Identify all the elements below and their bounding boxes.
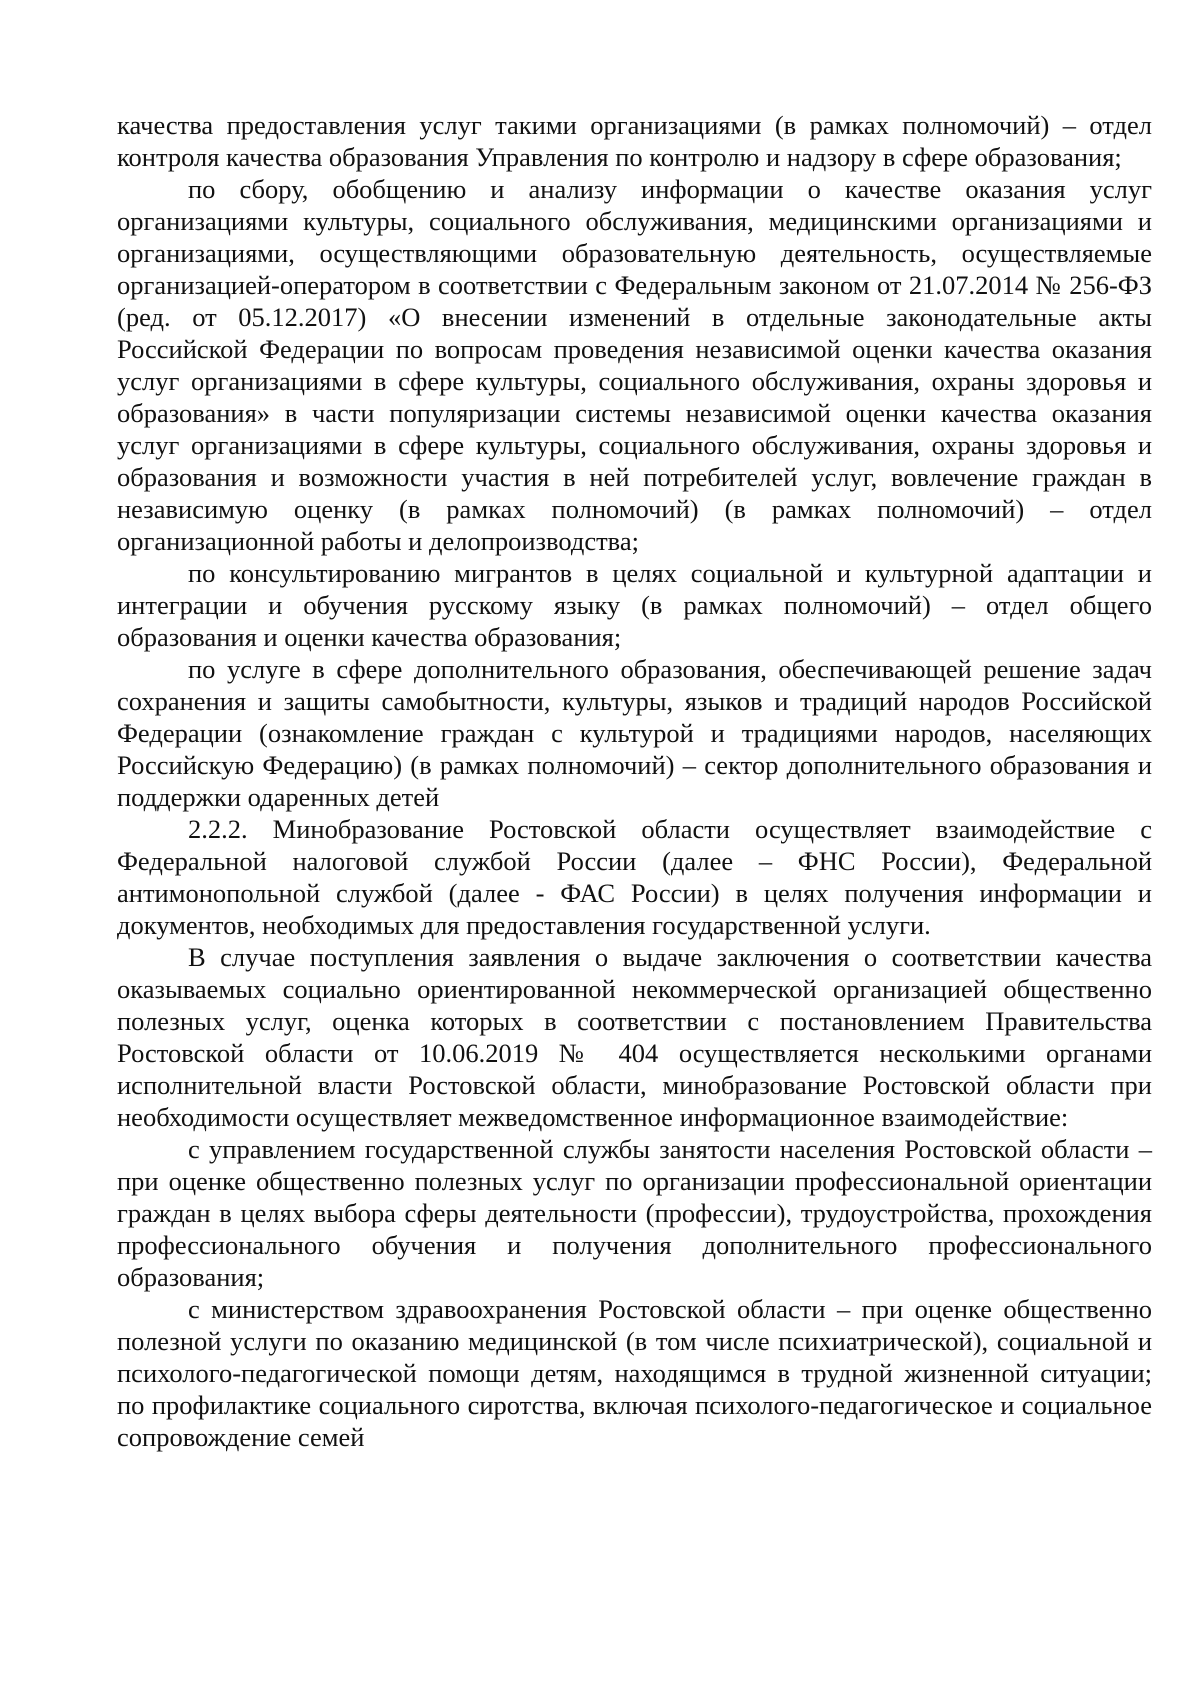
paragraph-information-analysis: по сбору, обобщению и анализу информации о качестве оказания услуг организациями культуры, социального обслуживания, медицинскими организациями и организациями, осуществляющими образовательную деятельность, осуществляемые организацией-оператором в соответствии с Федеральным законом от 21.07.2014 № 256-ФЗ (ред. от 05.12.2017) «О внесении изменений в отдельные законодательные акты Российской Федерации по вопросам проведения независимой оценки качества оказания услуг организациями в сфере культуры, социального обслуживания, охраны здоровья и образования» в части популяризации системы независимой оценки качества оказания услуг организациями в сфере культуры, социального обслуживания, охраны здоровья и образования и возможности участия в ней потребителей услуг, вовлечение граждан в независимую оценку (в рамках полномочий) (в рамках полномочий) – отдел организационной работы и делопроизводства; (117, 174, 1152, 556)
paragraph-migrant-consulting: по консультированию мигрантов в целях социальной и культурной адаптации и интеграции и обучения русскому языку (в рамках полномочий) – отдел общего образования и оценки качества образования; (117, 558, 1152, 652)
paragraph-interagency-interaction: В случае поступления заявления о выдаче заключения о соответствии качества оказываемых социально ориентированной некоммерческой организацией общественно полезных услуг, оценка которых в соответствии с постановлением Правительства Ростовской области от 10.06.2019 № 404 осуществляется несколькими органами исполнительной власти Ростовской области, минобразование Ростовской области при необходимости осуществляет межведомственное информационное взаимодействие: (117, 942, 1152, 1132)
paragraph-continuation: качества предоставления услуг такими организациями (в рамках полномочий) – отдел контроля качества образования Управления по контролю и надзору в сфере образования; (117, 110, 1152, 172)
document-page (117, 109, 1152, 1453)
paragraph-additional-education: по услуге в сфере дополнительного образования, обеспечивающей решение задач сохранения и защиты самобытности, культуры, языков и традиций народов Российской Федерации (ознакомление граждан с культурой и традициями народов, населяющих Российскую Федерацию) (в рамках полномочий) – сектор дополнительного образования и поддержки одаренных детей (117, 654, 1152, 812)
paragraph-health-ministry: с министерством здравоохранения Ростовской области – при оценке общественно полезной услуги по оказанию медицинской (в том числе психиатрической), социальной и психолого-педагогической помощи детям, находящимся в трудной жизненной ситуации; по профилактике социального сиротства, включая психолого-педагогическое и социальное сопровождение семей (117, 1294, 1152, 1452)
paragraph-section-2-2-2: 2.2.2. Минобразование Ростовской области осуществляет взаимодействие с Федеральной налоговой службой России (далее – ФНС России), Федеральной антимонопольной службой (далее - ФАС России) в целях получения информации и документов, необходимых для предоставления государственной услуги. (117, 814, 1152, 940)
paragraph-employment-service: с управлением государственной службы занятости населения Ростовской области – при оценке общественно полезных услуг по организации профессиональной ориентации граждан в целях выбора сферы деятельности (профессии), трудоустройства, прохождения профессионального обучения и получения дополнительного профессионального образования; (117, 1134, 1152, 1292)
